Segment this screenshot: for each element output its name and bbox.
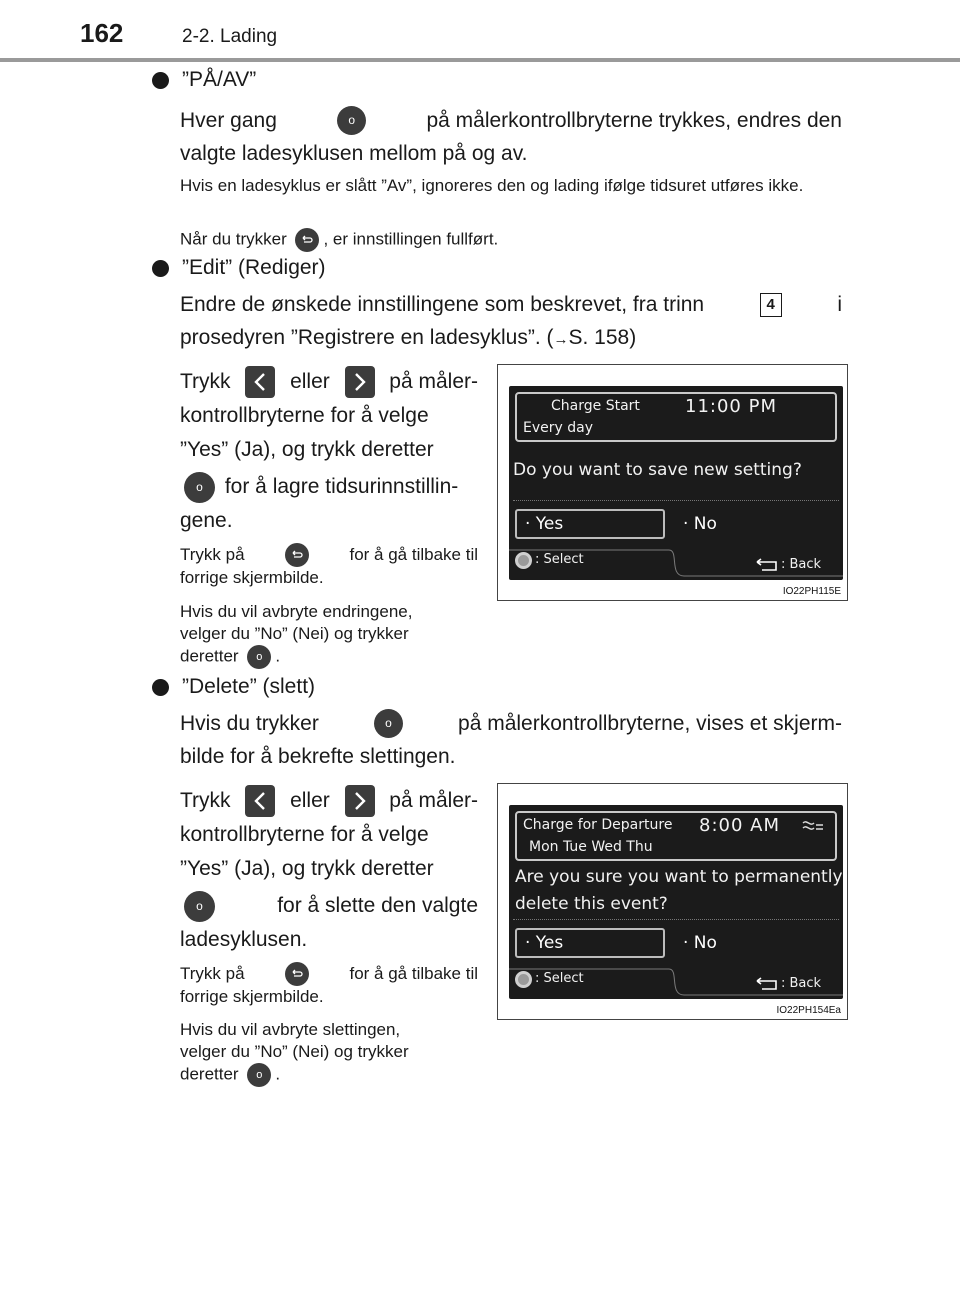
text: Hver gang: [180, 109, 277, 132]
text: på målerkontrollbryterne, vises et skjerm-: [458, 712, 842, 735]
chevron-left-icon: [245, 785, 275, 817]
section-title: 2-2. Lading: [182, 26, 278, 47]
text: Trykk: [180, 370, 231, 393]
chevron-right-icon: [345, 785, 375, 817]
text: forrige skjermbilde.: [180, 987, 324, 1006]
item-onoff-heading: [152, 68, 256, 92]
item-edit-heading: [152, 256, 326, 280]
text: på målerkontrollbryterne trykkes, endres den: [426, 109, 842, 132]
onoff-note-2: [180, 228, 842, 252]
text: Når du trykker: [180, 229, 287, 249]
divider: [513, 919, 839, 920]
event-days: Mon Tue Wed Thu: [529, 839, 653, 855]
ok-button-icon: o: [184, 472, 215, 503]
item-delete-heading: [152, 675, 315, 699]
event-time: 11:00 PM: [685, 396, 777, 417]
figure-label: IO22PH115E: [782, 586, 841, 597]
edit-steps: [180, 365, 478, 538]
back-hint: : Back: [781, 976, 822, 991]
reference-arrow: →: [553, 331, 569, 348]
text: deretter: [180, 1064, 239, 1084]
text: deretter: [180, 646, 239, 666]
delete-paragraph: [180, 707, 842, 773]
header-rule: [0, 58, 960, 62]
text: valgte ladesyklusen mellom på og av.: [180, 142, 528, 165]
back-button-icon: [295, 228, 319, 252]
text: velger du ”No” (Nei) og trykker: [180, 624, 409, 643]
ok-button-icon: o: [184, 891, 215, 922]
onoff-paragraph: [180, 104, 842, 170]
step-number-box: 4: [760, 293, 782, 317]
climate-icon: [801, 819, 825, 835]
edit-cancel-note: [180, 601, 478, 669]
text: Endre de ønskede innstillingene som beskrevet, fra trinn: [180, 293, 705, 316]
item-title: ”Edit” (Rediger): [182, 256, 326, 279]
text: forrige skjermbilde.: [180, 568, 324, 587]
bullet-icon: [152, 260, 169, 277]
text: Trykk: [180, 789, 231, 812]
back-button-icon: [285, 962, 309, 986]
text: ladesyklusen.: [180, 928, 308, 951]
text: .: [275, 646, 281, 666]
event-time: 8:00 AM: [699, 815, 780, 836]
text: for å gå tilbake til: [349, 964, 478, 983]
dialog-question: Do you want to save new setting?: [513, 460, 802, 480]
divider: [513, 500, 839, 501]
text: på måler-: [389, 789, 478, 812]
text: på måler-: [389, 370, 478, 393]
bullet-icon: [152, 679, 169, 696]
text: Trykk på: [180, 964, 245, 983]
onoff-note: Hvis en ladesyklus er slått ”Av”, ignoreres den og lading ifølge tidsuret utføres ikke.: [180, 176, 804, 195]
back-arrow-icon: [754, 558, 780, 572]
text: gene.: [180, 509, 233, 532]
text: ”Yes” (Ja), og trykk deretter: [180, 857, 434, 880]
back-arrow-icon: [754, 977, 780, 991]
display-screen: [509, 386, 843, 580]
figure-save-setting: [497, 364, 848, 601]
event-type: Charge for Departure: [523, 817, 673, 833]
select-hint: : Select: [535, 552, 584, 567]
delete-steps: [180, 784, 478, 957]
ok-button-icon: o: [247, 1063, 271, 1087]
chevron-right-icon: [345, 366, 375, 398]
edit-back-note: [180, 543, 478, 589]
item-title: ”Delete” (slett): [182, 675, 316, 698]
event-summary-box: [515, 392, 837, 442]
page-number: 162: [80, 18, 124, 48]
text: eller: [290, 370, 330, 393]
text: Trykk på: [180, 545, 245, 564]
option-yes[interactable]: · Yes: [515, 509, 665, 539]
text: Hvis du vil avbryte slettingen,: [180, 1020, 401, 1039]
dialog-question: Are you sure you want to permanently: [515, 867, 843, 887]
event-type: Charge Start: [551, 398, 640, 414]
ok-button-icon: o: [337, 106, 366, 135]
delete-back-note: [180, 962, 478, 1008]
text: for å gå tilbake til: [349, 545, 478, 564]
ok-button-icon: o: [247, 645, 271, 669]
select-knob-icon: [515, 552, 532, 569]
option-no[interactable]: · No: [683, 933, 717, 953]
bullet-icon: [152, 72, 169, 89]
event-summary-box: [515, 811, 837, 861]
delete-cancel-note: [180, 1019, 478, 1087]
text: velger du ”No” (Nei) og trykker: [180, 1042, 409, 1061]
option-yes[interactable]: · Yes: [515, 928, 665, 958]
text: for å slette den valgte: [277, 894, 478, 917]
select-knob-icon: [515, 971, 532, 988]
edit-paragraph: [180, 288, 842, 356]
ok-button-icon: o: [374, 709, 403, 738]
page-reference: S. 158): [568, 326, 637, 349]
chevron-left-icon: [245, 366, 275, 398]
figure-confirm-delete: [497, 783, 848, 1020]
text: ”Yes” (Ja), og trykk deretter: [180, 438, 434, 461]
text: Hvis du trykker: [180, 712, 319, 735]
back-button-icon: [285, 543, 309, 567]
text: i: [837, 293, 842, 316]
text: for å lagre tidsurinnstillin-: [224, 475, 459, 498]
dialog-question-2: delete this event?: [515, 894, 668, 914]
event-days: Every day: [523, 420, 593, 436]
text: kontrollbryterne for å velge: [180, 404, 429, 427]
text: , er innstillingen fullført.: [323, 229, 499, 249]
text: kontrollbryterne for å velge: [180, 823, 429, 846]
text: .: [275, 1064, 281, 1084]
figure-label: IO22PH154Ea: [776, 1005, 841, 1016]
back-hint: : Back: [781, 557, 822, 572]
text: prosedyren ”Registrere en ladesyklus”. (: [180, 326, 554, 349]
text: eller: [290, 789, 330, 812]
text: Hvis du vil avbryte endringene,: [180, 602, 413, 621]
text: bilde for å bekrefte slettingen.: [180, 745, 456, 768]
item-title: ”PÅ/AV”: [182, 68, 257, 91]
select-hint: : Select: [535, 971, 584, 986]
display-screen: [509, 805, 843, 999]
option-no[interactable]: · No: [683, 514, 717, 534]
